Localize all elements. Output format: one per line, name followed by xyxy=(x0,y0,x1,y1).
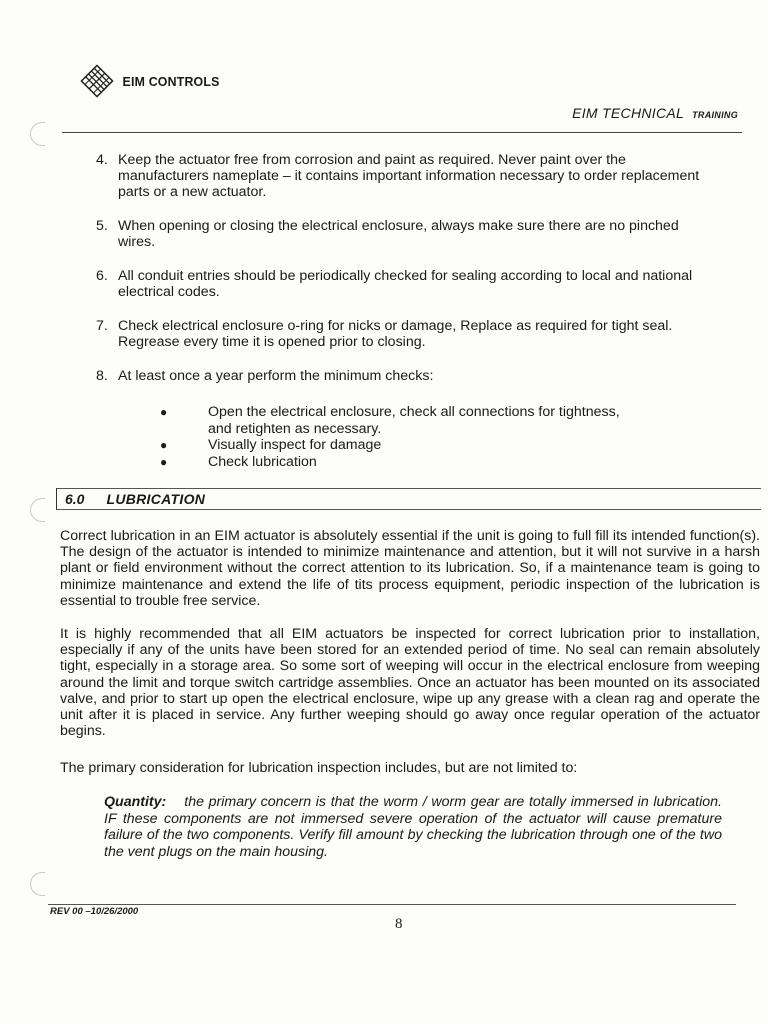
list-item-text: Keep the actuator free from corrosion and paint as required. Never paint over the manufacturers nameplate – it contains important information necessary to order replacement parts or a new actuator. xyxy=(118,152,700,200)
bullet-dot-icon: ● xyxy=(160,454,168,469)
list-item-number: 7. xyxy=(96,318,108,334)
list-item xyxy=(96,318,706,350)
header-title-sub: TRAINING xyxy=(692,110,738,120)
paragraph: It is highly recommended that all EIM actuators be inspected for correct lubrication prior to installation, especially if any of the units have been stored for an extended period of time. No seal can remain absolutely tight, especially in a storage area. So some sort of weeping will occur in the electrical enclosure from weeping around the limit and torque switch cartridge assemblies. Once an actuator has been mounted on its associated valve, and prior to start up open the electrical enclosure, wipe up any grease with a clean rag and operate the unit after it is placed in service. Any further weeping should go away once regular operation of the actuator begins. xyxy=(60,626,760,740)
bullet-item xyxy=(160,437,620,454)
list-item xyxy=(96,268,706,300)
page-number: 8 xyxy=(395,916,403,932)
list-item-text: At least once a year perform the minimum checks: xyxy=(118,368,434,384)
punch-hole-mark xyxy=(30,122,45,146)
paragraph: Correct lubrication in an EIM actuator is absolutely essential if the unit is going to full fill its intended function(s). The design of the actuator is intended to minimize maintenance and attention, but it will not survive in a harsh plant or field environment without the correct attention to its lubrication. So, if a maintenance team is going to minimize maintenance and extend the life of tits process equipment, periodic inspection of the lubrication is essential to trouble free service. xyxy=(60,528,760,609)
bullet-dot-icon: ● xyxy=(160,438,168,452)
quantity-text: the primary concern is that the worm / worm gear are totally immersed in lubrication. IF these components are not immersed severe operation of the actuator will cause premature failure of the two components. Verify fill amount by checking the lubrication through one of the two the vent plugs on the main housing. xyxy=(104,794,722,860)
bullet-text: Visually inspect for damage xyxy=(208,437,382,453)
header-title xyxy=(572,105,738,123)
section-number: 6.0 xyxy=(65,491,85,507)
list-item-number: 4. xyxy=(96,152,108,168)
section-title: LUBRICATION xyxy=(106,491,206,507)
maintenance-list xyxy=(96,152,706,402)
list-item xyxy=(96,368,706,384)
revision-label: REV 00 –10/26/2000 xyxy=(50,906,139,917)
quantity-block xyxy=(104,794,722,860)
list-item-text: When opening or closing the electrical enclosure, always make sure there are no pinched wires. xyxy=(118,218,679,250)
section-heading xyxy=(56,488,761,510)
list-item xyxy=(96,152,706,200)
section-rule-bottom xyxy=(57,509,761,510)
eim-logo-icon xyxy=(80,64,114,98)
quantity-label: Quantity: xyxy=(104,794,167,810)
punch-hole-mark xyxy=(30,498,45,522)
list-item-number: 8. xyxy=(96,368,108,384)
header-divider xyxy=(62,132,742,133)
section-label xyxy=(65,491,205,507)
bullet-item xyxy=(160,404,620,437)
bullet-dot-icon: ● xyxy=(160,405,168,419)
bullet-text: Open the electrical enclosure, check all connections for tightness, and retighten as necessary. xyxy=(208,404,620,437)
logo-text: EIM CONTROLS xyxy=(122,73,220,89)
header-title-main: EIM TECHNICAL xyxy=(572,105,685,121)
footer-divider xyxy=(48,904,736,905)
bullet-item xyxy=(160,454,620,471)
list-item-text: All conduit entries should be periodically checked for sealing according to local and national electrical codes. xyxy=(118,268,693,300)
list-item xyxy=(96,218,706,250)
company-logo xyxy=(80,64,222,98)
list-item-number: 6. xyxy=(96,268,108,284)
list-item-number: 5. xyxy=(96,218,108,234)
check-bullet-list xyxy=(160,404,620,470)
punch-hole-mark xyxy=(30,872,45,896)
list-item-text: Check electrical enclosure o-ring for nicks or damage, Replace as required for tight seal. Regrease every time it is opened prior to closing. xyxy=(118,318,673,350)
bullet-text: Check lubrication xyxy=(208,453,317,470)
paragraph: The primary consideration for lubrication inspection includes, but are not limited to: xyxy=(60,760,578,776)
section-rule-top xyxy=(57,488,761,489)
